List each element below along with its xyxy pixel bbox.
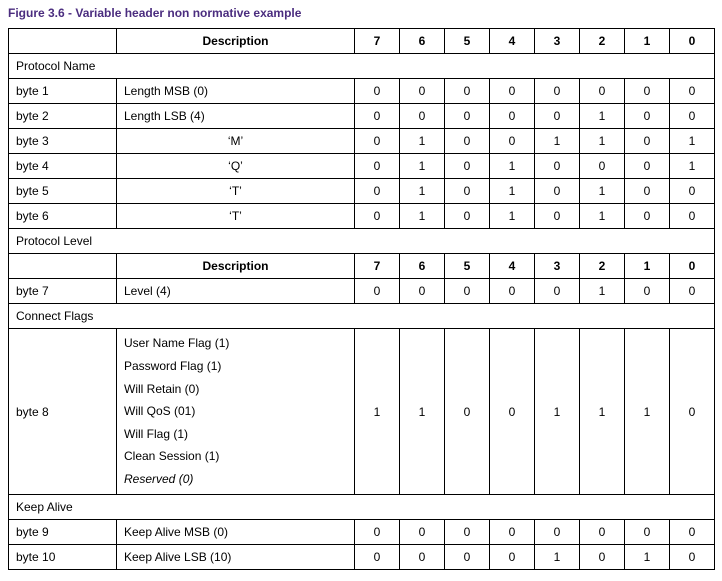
table-row	[9, 520, 715, 545]
section-title: Keep Alive	[9, 495, 715, 520]
header-bit-7: 7	[355, 29, 400, 54]
connect-flag-item: Will QoS (01)	[124, 404, 196, 419]
byte-label: byte 7	[9, 279, 117, 304]
bit-value: 1	[580, 329, 625, 495]
header-bit-3: 3	[535, 254, 580, 279]
section-title: Protocol Level	[9, 229, 715, 254]
bit-value: 0	[670, 520, 715, 545]
byte-description: Length LSB (4)	[117, 104, 355, 129]
bit-value: 1	[580, 279, 625, 304]
section-row	[9, 54, 715, 79]
bit-value: 0	[490, 329, 535, 495]
header-bit-5: 5	[445, 29, 490, 54]
bit-value: 0	[580, 154, 625, 179]
byte-label: byte 1	[9, 79, 117, 104]
bit-value: 0	[670, 204, 715, 229]
table-row	[9, 129, 715, 154]
header-bit-2: 2	[580, 29, 625, 54]
byte-label: byte 9	[9, 520, 117, 545]
byte-label: byte 2	[9, 104, 117, 129]
bit-value: 0	[445, 545, 490, 570]
header-blank-cell	[9, 29, 117, 54]
bit-value: 1	[535, 129, 580, 154]
variable-header-table	[8, 28, 715, 570]
bit-value: 1	[580, 104, 625, 129]
byte-description: ‘Q’	[117, 154, 355, 179]
bit-value: 1	[580, 179, 625, 204]
bit-value: 0	[670, 79, 715, 104]
bit-value: 0	[490, 129, 535, 154]
bit-value: 0	[445, 129, 490, 154]
section-row	[9, 229, 715, 254]
byte-description: ‘M’	[117, 129, 355, 154]
bit-value: 0	[445, 79, 490, 104]
header-row	[9, 29, 715, 54]
section-title: Connect Flags	[9, 304, 715, 329]
bit-value: 0	[535, 179, 580, 204]
bit-value: 0	[490, 520, 535, 545]
bit-value: 0	[535, 279, 580, 304]
bit-value: 0	[670, 179, 715, 204]
byte-label: byte 8	[9, 329, 117, 495]
bit-value: 1	[490, 179, 535, 204]
table-row	[9, 545, 715, 570]
bit-value: 1	[400, 204, 445, 229]
bit-value: 0	[625, 79, 670, 104]
section-row	[9, 495, 715, 520]
bit-value: 0	[445, 279, 490, 304]
byte-label: byte 10	[9, 545, 117, 570]
byte-label: byte 4	[9, 154, 117, 179]
bit-value: 0	[355, 545, 400, 570]
bit-value: 0	[625, 179, 670, 204]
bit-value: 1	[625, 329, 670, 495]
bit-value: 1	[580, 204, 625, 229]
byte-label: byte 6	[9, 204, 117, 229]
bit-value: 0	[445, 520, 490, 545]
byte-label: byte 3	[9, 129, 117, 154]
header-bit-1: 1	[625, 254, 670, 279]
header-bit-4: 4	[490, 29, 535, 54]
table-row	[9, 79, 715, 104]
bit-value: 0	[355, 279, 400, 304]
bit-value: 0	[355, 204, 400, 229]
byte-description: ‘T’	[117, 179, 355, 204]
connect-flags-list	[117, 329, 355, 495]
bit-value: 0	[490, 545, 535, 570]
table-row	[9, 104, 715, 129]
connect-flag-item: Will Retain (0)	[124, 381, 200, 396]
bit-value: 0	[625, 279, 670, 304]
bit-value: 0	[355, 104, 400, 129]
bit-value: 0	[625, 204, 670, 229]
connect-flag-item: Reserved (0)	[124, 471, 194, 486]
bit-value: 0	[445, 329, 490, 495]
bit-value: 0	[625, 520, 670, 545]
table-row	[9, 329, 715, 495]
header-bit-6: 6	[400, 29, 445, 54]
table-body	[9, 29, 715, 570]
header-bit-6: 6	[400, 254, 445, 279]
bit-value: 0	[580, 79, 625, 104]
table-row	[9, 279, 715, 304]
bit-value: 0	[580, 545, 625, 570]
bit-value: 1	[535, 545, 580, 570]
header-bit-7: 7	[355, 254, 400, 279]
bit-value: 0	[400, 79, 445, 104]
bit-value: 0	[625, 129, 670, 154]
byte-label: byte 5	[9, 179, 117, 204]
bit-value: 0	[535, 154, 580, 179]
bit-value: 1	[400, 179, 445, 204]
header-row	[9, 254, 715, 279]
connect-flag-item: Password Flag (1)	[124, 359, 222, 374]
bit-value: 1	[670, 154, 715, 179]
bit-value: 0	[490, 104, 535, 129]
byte-description: Keep Alive MSB (0)	[117, 520, 355, 545]
header-bit-5: 5	[445, 254, 490, 279]
bit-value: 0	[355, 79, 400, 104]
bit-value: 0	[625, 104, 670, 129]
header-bit-0: 0	[670, 254, 715, 279]
bit-value: 1	[400, 154, 445, 179]
bit-value: 1	[490, 204, 535, 229]
bit-value: 1	[535, 329, 580, 495]
connect-flag-item: Clean Session (1)	[124, 449, 220, 464]
header-bit-2: 2	[580, 254, 625, 279]
byte-description: Keep Alive LSB (10)	[117, 545, 355, 570]
byte-description: ‘T’	[117, 204, 355, 229]
bit-value: 0	[670, 545, 715, 570]
header-bit-3: 3	[535, 29, 580, 54]
bit-value: 0	[445, 204, 490, 229]
bit-value: 0	[400, 545, 445, 570]
table-row	[9, 204, 715, 229]
bit-value: 0	[670, 279, 715, 304]
bit-value: 1	[355, 329, 400, 495]
bit-value: 0	[670, 329, 715, 495]
header-bit-4: 4	[490, 254, 535, 279]
bit-value: 0	[400, 520, 445, 545]
connect-flag-item: Will Flag (1)	[124, 426, 189, 441]
bit-value: 1	[625, 545, 670, 570]
bit-value: 0	[355, 154, 400, 179]
byte-description: Length MSB (0)	[117, 79, 355, 104]
header-description: Description	[117, 29, 355, 54]
section-row	[9, 304, 715, 329]
bit-value: 0	[580, 520, 625, 545]
bit-value: 0	[445, 179, 490, 204]
header-bit-1: 1	[625, 29, 670, 54]
section-title: Protocol Name	[9, 54, 715, 79]
bit-value: 1	[490, 154, 535, 179]
header-blank-cell	[9, 254, 117, 279]
bit-value: 0	[490, 79, 535, 104]
header-bit-0: 0	[670, 29, 715, 54]
bit-value: 0	[355, 129, 400, 154]
byte-description: Level (4)	[117, 279, 355, 304]
bit-value: 1	[670, 129, 715, 154]
bit-value: 1	[580, 129, 625, 154]
bit-value: 0	[400, 104, 445, 129]
table-row	[9, 154, 715, 179]
table-row	[9, 179, 715, 204]
bit-value: 0	[535, 104, 580, 129]
bit-value: 0	[400, 279, 445, 304]
bit-value: 0	[535, 520, 580, 545]
bit-value: 0	[355, 520, 400, 545]
bit-value: 0	[445, 104, 490, 129]
bit-value: 1	[400, 129, 445, 154]
bit-value: 0	[670, 104, 715, 129]
bit-value: 0	[445, 154, 490, 179]
header-description: Description	[117, 254, 355, 279]
bit-value: 0	[535, 204, 580, 229]
bit-value: 0	[490, 279, 535, 304]
bit-value: 0	[355, 179, 400, 204]
bit-value: 1	[400, 329, 445, 495]
connect-flag-item: User Name Flag (1)	[124, 336, 230, 351]
bit-value: 0	[625, 154, 670, 179]
figure-caption: Figure 3.6 - Variable header non normative example	[8, 6, 302, 20]
bit-value: 0	[535, 79, 580, 104]
